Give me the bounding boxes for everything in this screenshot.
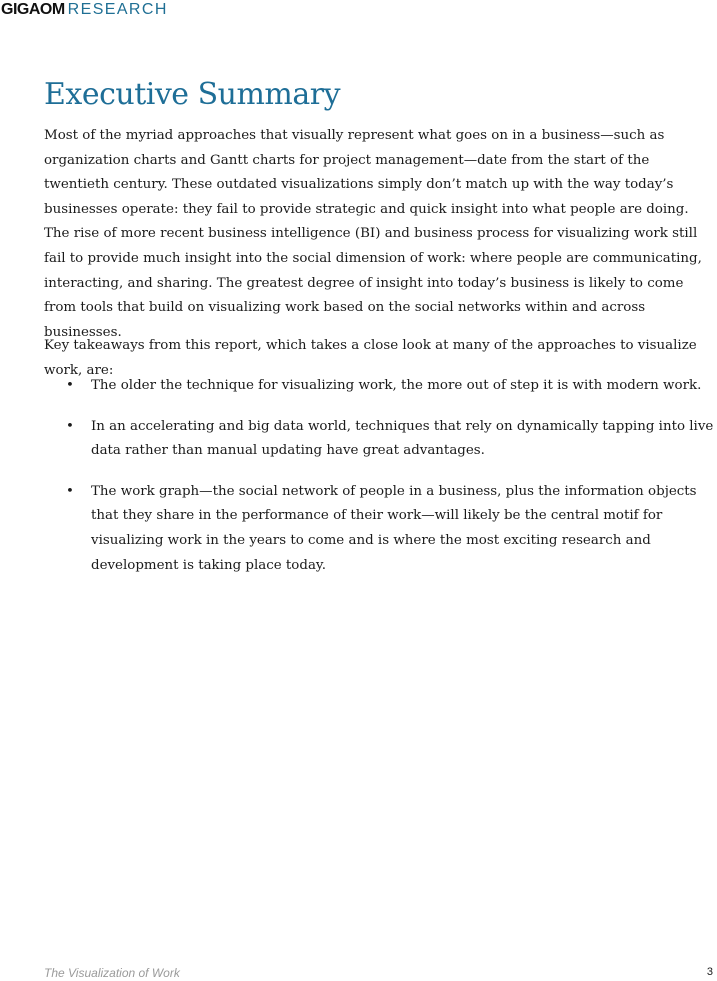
page-number: 3 xyxy=(706,966,713,978)
list-item xyxy=(44,480,714,578)
footer-document-title: The Visualization of Work xyxy=(44,966,180,980)
logo-subtitle: RESEARCH xyxy=(67,1,168,18)
logo-brand: GIGAOM xyxy=(1,1,65,18)
bullet-icon: • xyxy=(66,418,74,434)
list-item-text: The work graph—the social network of people in a business, plus the information objects that they share in the performance of their work—will likely be the central motif for visualizing work in the years to come and is where the most exciting research and development is taking place today. xyxy=(91,483,697,573)
takeaways-intro: Key takeaways from this report, which takes a close look at many of the approaches to visualize work, are: xyxy=(44,338,697,378)
takeaways-list xyxy=(44,374,714,594)
summary-paragraph: Most of the myriad approaches that visually represent what goes on in a business—such as organization charts and Gantt charts for project management—date from the start of the twentieth century. These outdated visualizations simply don’t match up with the way today’s businesses operate: they fail to provide strategic and quick insight into what people are doing. The rise of more recent business intelligence (BI) and business process for visualizing work still fail to provide much insight into the social dimension of work: where people are communicating, interacting, and sharing. The greatest degree of insight into today’s business is likely to come from tools that build on visualizing work based on the social networks within and across businesses. xyxy=(44,128,702,340)
list-item xyxy=(44,415,714,464)
bullet-icon: • xyxy=(66,483,74,499)
page-title: Executive Summary xyxy=(44,77,341,112)
list-item-text: The older the technique for visualizing work, the more out of step it is with modern work. xyxy=(91,378,702,393)
list-item-text: In an accelerating and big data world, techniques that rely on dynamically tapping into live data rather than manual updating have great advantages. xyxy=(91,418,714,459)
gigaom-research-logo xyxy=(1,0,168,20)
bullet-icon: • xyxy=(66,378,74,393)
list-item xyxy=(44,374,714,399)
